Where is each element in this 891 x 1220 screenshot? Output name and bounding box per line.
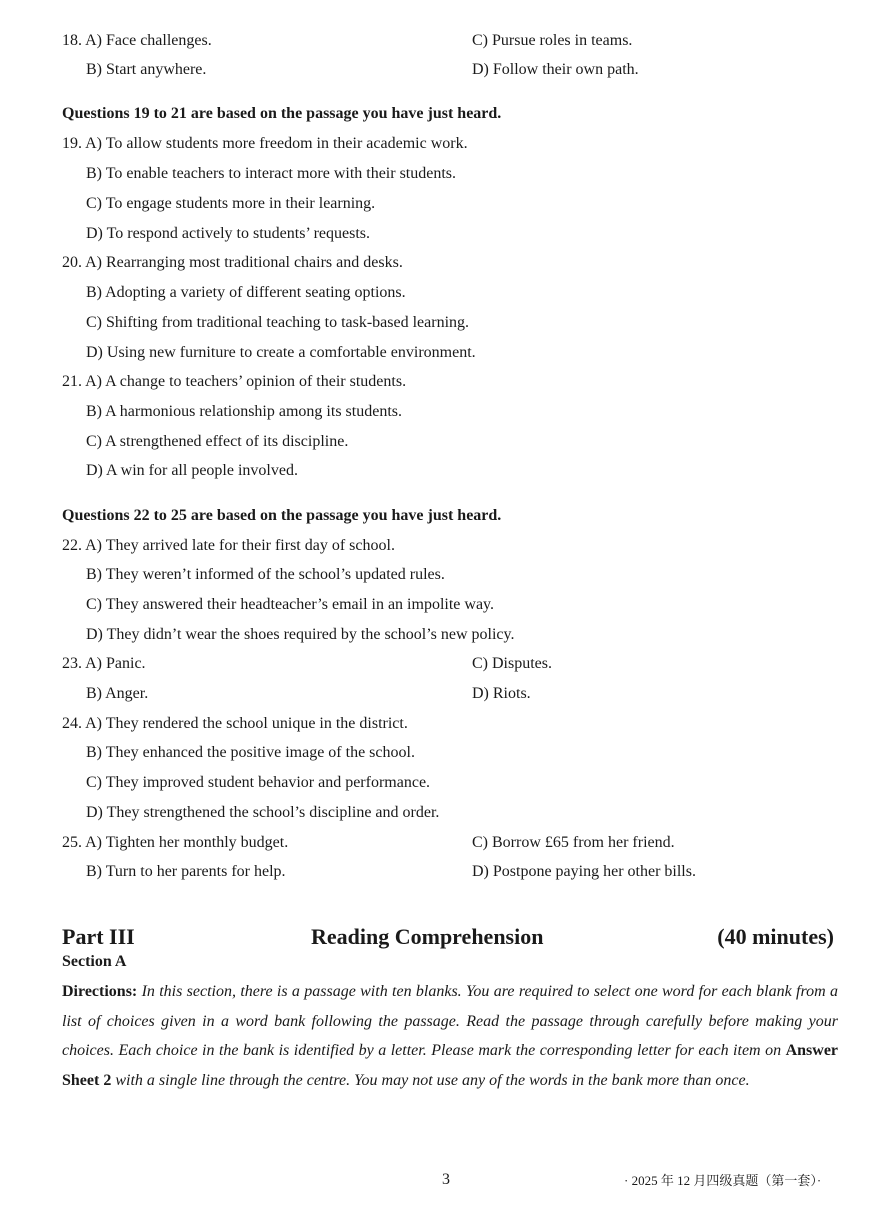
q19-option-b: B) To enable teachers to interact more with their students. [86,165,457,182]
q20-option-b: B) Adopting a variety of different seating options. [86,284,406,301]
q21-option-d: D) A win for all people involved. [86,462,298,479]
q18-option-d: D) Follow their own path. [472,61,639,78]
q19-option-a: 19. A) To allow students more freedom in their academic work. [62,135,468,152]
group-heading-22-25: Questions 22 to 25 are based on the passage you have just heard. [62,507,502,524]
q20-option-c: C) Shifting from traditional teaching to task-based learning. [86,314,470,331]
q24-option-c: C) They improved student behavior and performance. [86,774,431,791]
directions-label: Directions: [62,983,138,1000]
q20-option-a: 20. A) Rearranging most traditional chairs and desks. [62,254,403,271]
part-title: Reading Comprehension [311,924,544,949]
q25-option-d: D) Postpone paying her other bills. [472,863,696,880]
q25-option-b: B) Turn to her parents for help. [86,863,286,880]
q21-option-a: 21. A) A change to teachers’ opinion of their students. [62,373,407,390]
directions-paragraph [62,977,838,1095]
part-label: Part III [62,924,135,949]
group-heading-19-21: Questions 19 to 21 are based on the passage you have just heard. [62,105,502,122]
q19-option-d: D) To respond actively to students’ requests. [86,225,371,242]
q22-option-b: B) They weren’t informed of the school’s updated rules. [86,566,445,583]
page-number: 3 [442,1171,450,1188]
q21-option-c: C) A strengthened effect of its discipline. [86,433,349,450]
q25-option-a: 25. A) Tighten her monthly budget. [62,834,289,851]
q23-option-b: B) Anger. [86,685,149,702]
q23-option-a: 23. A) Panic. [62,655,146,672]
q22-option-a: 22. A) They arrived late for their first day of school. [62,537,395,554]
q23-option-d: D) Riots. [472,685,531,702]
q21-option-b: B) A harmonious relationship among its students. [86,403,402,420]
q22-option-d: D) They didn’t wear the shoes required by the school’s new policy. [86,626,515,643]
q18-option-c: C) Pursue roles in teams. [472,32,633,49]
q18-option-b: B) Start anywhere. [86,61,207,78]
q25-option-c: C) Borrow £65 from her friend. [472,834,675,851]
answer-sheet-label: Answer Sheet 2 [62,1042,839,1089]
q24-option-d: D) They strengthened the school’s discipline and order. [86,804,440,821]
q22-option-c: C) They answered their headteacher’s email in an impolite way. [86,596,494,613]
q19-option-c: C) To engage students more in their learning. [86,195,376,212]
q20-option-d: D) Using new furniture to create a comfortable environment. [86,344,476,361]
q24-option-b: B) They enhanced the positive image of the school. [86,744,415,761]
q23-option-c: C) Disputes. [472,655,552,672]
q18-option-a: 18. A) Face challenges. [62,32,212,49]
section-label: Section A [62,953,127,970]
directions-text-2: with a single line through the centre. You may not use any of the words in the bank more than once. [115,1071,750,1089]
directions-text-1: In this section, there is a passage with ten blanks. You are required to select one word for each blank from a list of choices given in a word bank following the passage. Read the passage through carefully before making your choices. Each choice in the bank is identified by a letter. Please mark the corresponding letter for each item on [62,983,839,1060]
part-time: (40 minutes) [717,924,834,949]
q24-option-a: 24. A) They rendered the school unique in the district. [62,715,408,732]
exam-label: · 2025 年 12 月四级真题（第一套）· [624,1173,822,1188]
